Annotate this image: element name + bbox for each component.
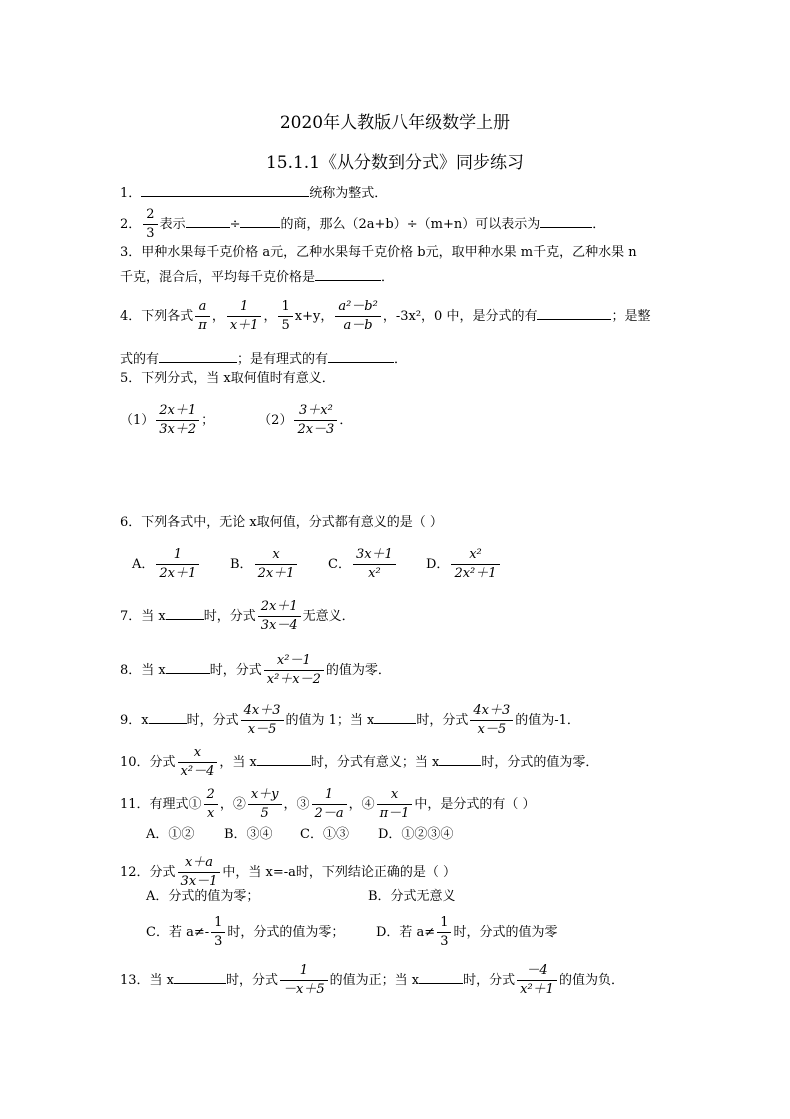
denominator: 3 xyxy=(440,934,449,949)
numerator: x＋a xyxy=(178,854,221,873)
q13-text: 的值为正；当 x xyxy=(329,973,420,988)
option-d[interactable] xyxy=(376,914,558,951)
answer-blank[interactable] xyxy=(159,350,237,363)
question-3-line-2 xyxy=(120,268,750,284)
question-10 xyxy=(120,744,750,781)
fraction xyxy=(211,914,225,951)
numerator: －4 xyxy=(517,962,557,981)
q11-text: 11．有理式① xyxy=(120,797,202,812)
answer-blank[interactable] xyxy=(174,971,226,984)
q5-sep: ； xyxy=(201,413,215,428)
q9-text: 的值为 1；当 x xyxy=(285,713,375,728)
numerator: 1 xyxy=(280,962,328,981)
question-2 xyxy=(120,206,750,243)
numerator: 1 xyxy=(312,786,347,805)
question-4-line-2 xyxy=(120,350,750,366)
fraction xyxy=(143,206,157,243)
denominator: x－5 xyxy=(477,722,507,737)
numerator: 2x＋1 xyxy=(156,402,199,421)
q7-text: 7．当 x xyxy=(120,609,166,624)
denominator: 2x－3 xyxy=(297,422,335,437)
fraction xyxy=(451,546,499,583)
numerator: 2x＋1 xyxy=(258,598,301,617)
option-a[interactable]: A．①② xyxy=(146,827,195,842)
option-text: D．若 a≠ xyxy=(376,925,436,940)
answer-blank[interactable] xyxy=(240,215,280,228)
q13-text: 时，分式 xyxy=(226,973,279,988)
answer-blank[interactable] xyxy=(166,661,210,674)
q7-text: 无意义． xyxy=(302,609,355,624)
answer-blank[interactable] xyxy=(149,711,187,724)
option-c[interactable]: C．①③ xyxy=(300,827,349,842)
q4-text: x+y， xyxy=(294,309,334,324)
denominator: x²－4 xyxy=(180,764,215,779)
fraction xyxy=(437,914,451,951)
question-3-line-1: 3．甲种水果每千克价格 a元，乙种水果每千克价格 b元，取甲种水果 m千克，乙种水果 n xyxy=(120,245,637,260)
fraction xyxy=(227,298,262,335)
denominator: 2x²＋1 xyxy=(454,566,497,581)
q2-end: ． xyxy=(592,217,606,232)
fraction xyxy=(517,962,557,999)
question-12-options-ab xyxy=(146,890,750,903)
page-subtitle: 15.1.1《从分数到分式》同步练习 xyxy=(265,153,525,173)
question-6: 6．下列各式中，无论 x取何值，分式都有意义的是（ ） xyxy=(120,515,443,530)
fraction xyxy=(312,786,347,823)
q4-text: ；是整 xyxy=(611,309,651,324)
fraction xyxy=(278,298,292,335)
q2-text: 表示 xyxy=(159,217,186,232)
answer-blank[interactable] xyxy=(537,307,611,320)
q7-text: 时，分式 xyxy=(203,609,256,624)
numerator: x xyxy=(377,786,413,805)
denominator: 3x＋2 xyxy=(159,422,197,437)
fraction xyxy=(156,546,199,583)
denominator: 3 xyxy=(214,934,223,949)
answer-blank[interactable] xyxy=(328,350,394,363)
denominator: 3x－4 xyxy=(260,618,298,633)
numerator: x xyxy=(178,744,218,763)
q13-text: 的值为负． xyxy=(558,973,624,988)
question-11 xyxy=(120,786,750,823)
option-b[interactable]: B．分式无意义 xyxy=(368,889,456,904)
q9-text: 9．x xyxy=(120,713,149,728)
numerator: x xyxy=(255,546,298,565)
page-title: 2020年人教版八年级数学上册 xyxy=(279,113,511,133)
part-label: （1） xyxy=(120,413,155,428)
denominator: －x＋5 xyxy=(283,982,325,997)
answer-blank[interactable] xyxy=(374,711,416,724)
question-6-options xyxy=(132,546,750,583)
q9-text: 时，分式 xyxy=(416,713,469,728)
q4-text: 式的有 xyxy=(120,352,160,367)
q4-text: 4．下列各式 xyxy=(120,309,194,324)
denominator: 3x－1 xyxy=(180,874,218,889)
denominator: 5 xyxy=(260,806,269,821)
q4-end: ． xyxy=(394,352,408,367)
fraction xyxy=(258,598,301,635)
q3-end: ． xyxy=(381,270,395,285)
fraction xyxy=(377,786,413,823)
q2-div-sign: ÷ xyxy=(229,217,241,232)
q4-text: ，-3x²，0 中，是分式的有 xyxy=(382,309,538,324)
fraction xyxy=(280,962,328,999)
q13-text: 时，分式 xyxy=(463,973,516,988)
answer-blank[interactable] xyxy=(419,971,463,984)
numerator: 1 xyxy=(278,298,292,317)
denominator: 2x＋1 xyxy=(159,566,197,581)
q10-text: 时，分式有意义；当 x xyxy=(310,755,440,770)
numerator: 1 xyxy=(211,914,225,933)
numerator: 1 xyxy=(437,914,451,933)
q12-text: 中，当 x=-a时，下列结论正确的是（ ） xyxy=(222,865,457,880)
question-7 xyxy=(120,598,750,635)
denominator: 2x＋1 xyxy=(257,566,295,581)
option-text: 时，分式的值为零； xyxy=(227,925,345,940)
denominator: x－5 xyxy=(247,722,277,737)
answer-blank[interactable] xyxy=(186,215,230,228)
denominator: x＋1 xyxy=(229,318,259,333)
numerator: 4x＋3 xyxy=(470,702,513,721)
option-c[interactable] xyxy=(146,914,376,951)
denominator: π xyxy=(198,318,207,333)
numerator: x² xyxy=(451,546,499,565)
q10-text: 10．分式 xyxy=(120,755,176,770)
question-12-options-cd xyxy=(146,914,750,951)
option-text: 时，分式的值为零 xyxy=(453,925,558,940)
denominator: 5 xyxy=(281,318,290,333)
q4-text: ；是有理式的有 xyxy=(237,352,329,367)
numerator: x²－1 xyxy=(264,652,324,671)
option-label: A． xyxy=(132,557,155,572)
option-text: C．若 a≠- xyxy=(146,925,210,940)
option-d[interactable] xyxy=(426,546,502,583)
question-8 xyxy=(120,652,750,689)
denominator: x xyxy=(207,806,215,821)
q11-text: ，③ xyxy=(283,797,310,812)
option-d[interactable]: D．①②③④ xyxy=(378,827,454,842)
q8-text: 时，分式 xyxy=(209,663,262,678)
option-a[interactable]: A．分式的值为零； xyxy=(146,889,260,904)
fraction xyxy=(241,702,284,739)
fraction xyxy=(248,786,282,823)
numerator: x＋y xyxy=(248,786,282,805)
question-4: 4．下列各式 $\frac{a}{\pi}$ ， $\frac{1}{x+1}$ ， $\frac{1}{5}$ x+y， $\frac{\text{a²－b²}}{a-b}$ ，-3x²，0 中，是分式的有 ；是整 xyxy=(120,299,651,333)
numerator: 3＋x² xyxy=(294,402,337,421)
fraction xyxy=(470,702,513,739)
numerator: 3x＋1 xyxy=(353,546,396,565)
q1-text: 统称为整式． xyxy=(309,186,388,201)
numerator: 2 xyxy=(204,786,218,805)
option-label: B． xyxy=(230,557,253,572)
q11-text: 中，是分式的有（ ） xyxy=(414,797,536,812)
q2-text: 的商，那么（2a+b）÷（m+n）可以表示为 xyxy=(280,217,541,232)
option-label: C． xyxy=(328,557,351,572)
numerator: 1 xyxy=(227,298,262,317)
fraction xyxy=(264,652,324,689)
denominator: a－b xyxy=(343,318,373,333)
fraction xyxy=(294,402,337,439)
question-11-options xyxy=(146,828,750,841)
fraction xyxy=(204,786,218,823)
option-c[interactable] xyxy=(328,546,426,583)
question-5-parts xyxy=(120,402,750,439)
question-12 xyxy=(120,854,750,891)
question-1 xyxy=(120,184,750,200)
numerator: 1 xyxy=(156,546,199,565)
q1-number: 1． xyxy=(120,186,142,201)
question-5: 5．下列分式，当 x取何值时有意义． xyxy=(120,371,335,386)
answer-blank[interactable] xyxy=(540,215,592,228)
answer-blank[interactable] xyxy=(166,607,204,620)
q2-number: 2． xyxy=(120,217,142,232)
fraction xyxy=(156,402,199,439)
part-label: （2） xyxy=(258,413,293,428)
fraction xyxy=(178,744,218,781)
option-a[interactable] xyxy=(132,546,230,583)
denominator: x² xyxy=(368,566,381,581)
fraction xyxy=(255,546,298,583)
denominator: π－1 xyxy=(379,806,410,821)
q9-text: 的值为-1． xyxy=(515,713,580,728)
question-9 xyxy=(120,702,750,739)
q5-end: ． xyxy=(339,413,353,428)
fraction xyxy=(335,298,381,335)
q8-text: 的值为零． xyxy=(325,663,391,678)
q13-text: 13．当 x xyxy=(120,973,175,988)
fraction xyxy=(195,298,210,335)
question-13 xyxy=(120,962,750,999)
denominator: 3 xyxy=(146,226,155,241)
q8-text: 8．当 x xyxy=(120,663,166,678)
option-b[interactable]: B．③④ xyxy=(224,827,273,842)
fraction xyxy=(178,854,221,891)
numerator: 4x＋3 xyxy=(241,702,284,721)
option-label: D． xyxy=(426,557,450,572)
answer-blank[interactable] xyxy=(257,753,311,766)
denominator: x²＋1 xyxy=(520,982,554,997)
option-b[interactable] xyxy=(230,546,328,583)
q9-text: 时，分式 xyxy=(186,713,239,728)
numerator: a xyxy=(195,298,210,317)
q10-text: 时，分式的值为零． xyxy=(481,755,599,770)
answer-blank[interactable] xyxy=(439,753,481,766)
q11-text: ，④ xyxy=(348,797,375,812)
q10-text: ，当 x xyxy=(219,755,257,770)
denominator: x²＋x－2 xyxy=(266,672,321,687)
q11-text: ，② xyxy=(219,797,246,812)
answer-blank[interactable] xyxy=(315,268,381,281)
denominator: 2－a xyxy=(314,806,344,821)
q3-text: 千克，混合后，平均每千克价格是 xyxy=(120,270,316,285)
numerator: 2 xyxy=(143,206,157,225)
answer-blank[interactable] xyxy=(141,184,309,197)
numerator: a²－b² xyxy=(335,298,381,317)
fraction xyxy=(353,546,396,583)
q12-text: 12．分式 xyxy=(120,865,176,880)
